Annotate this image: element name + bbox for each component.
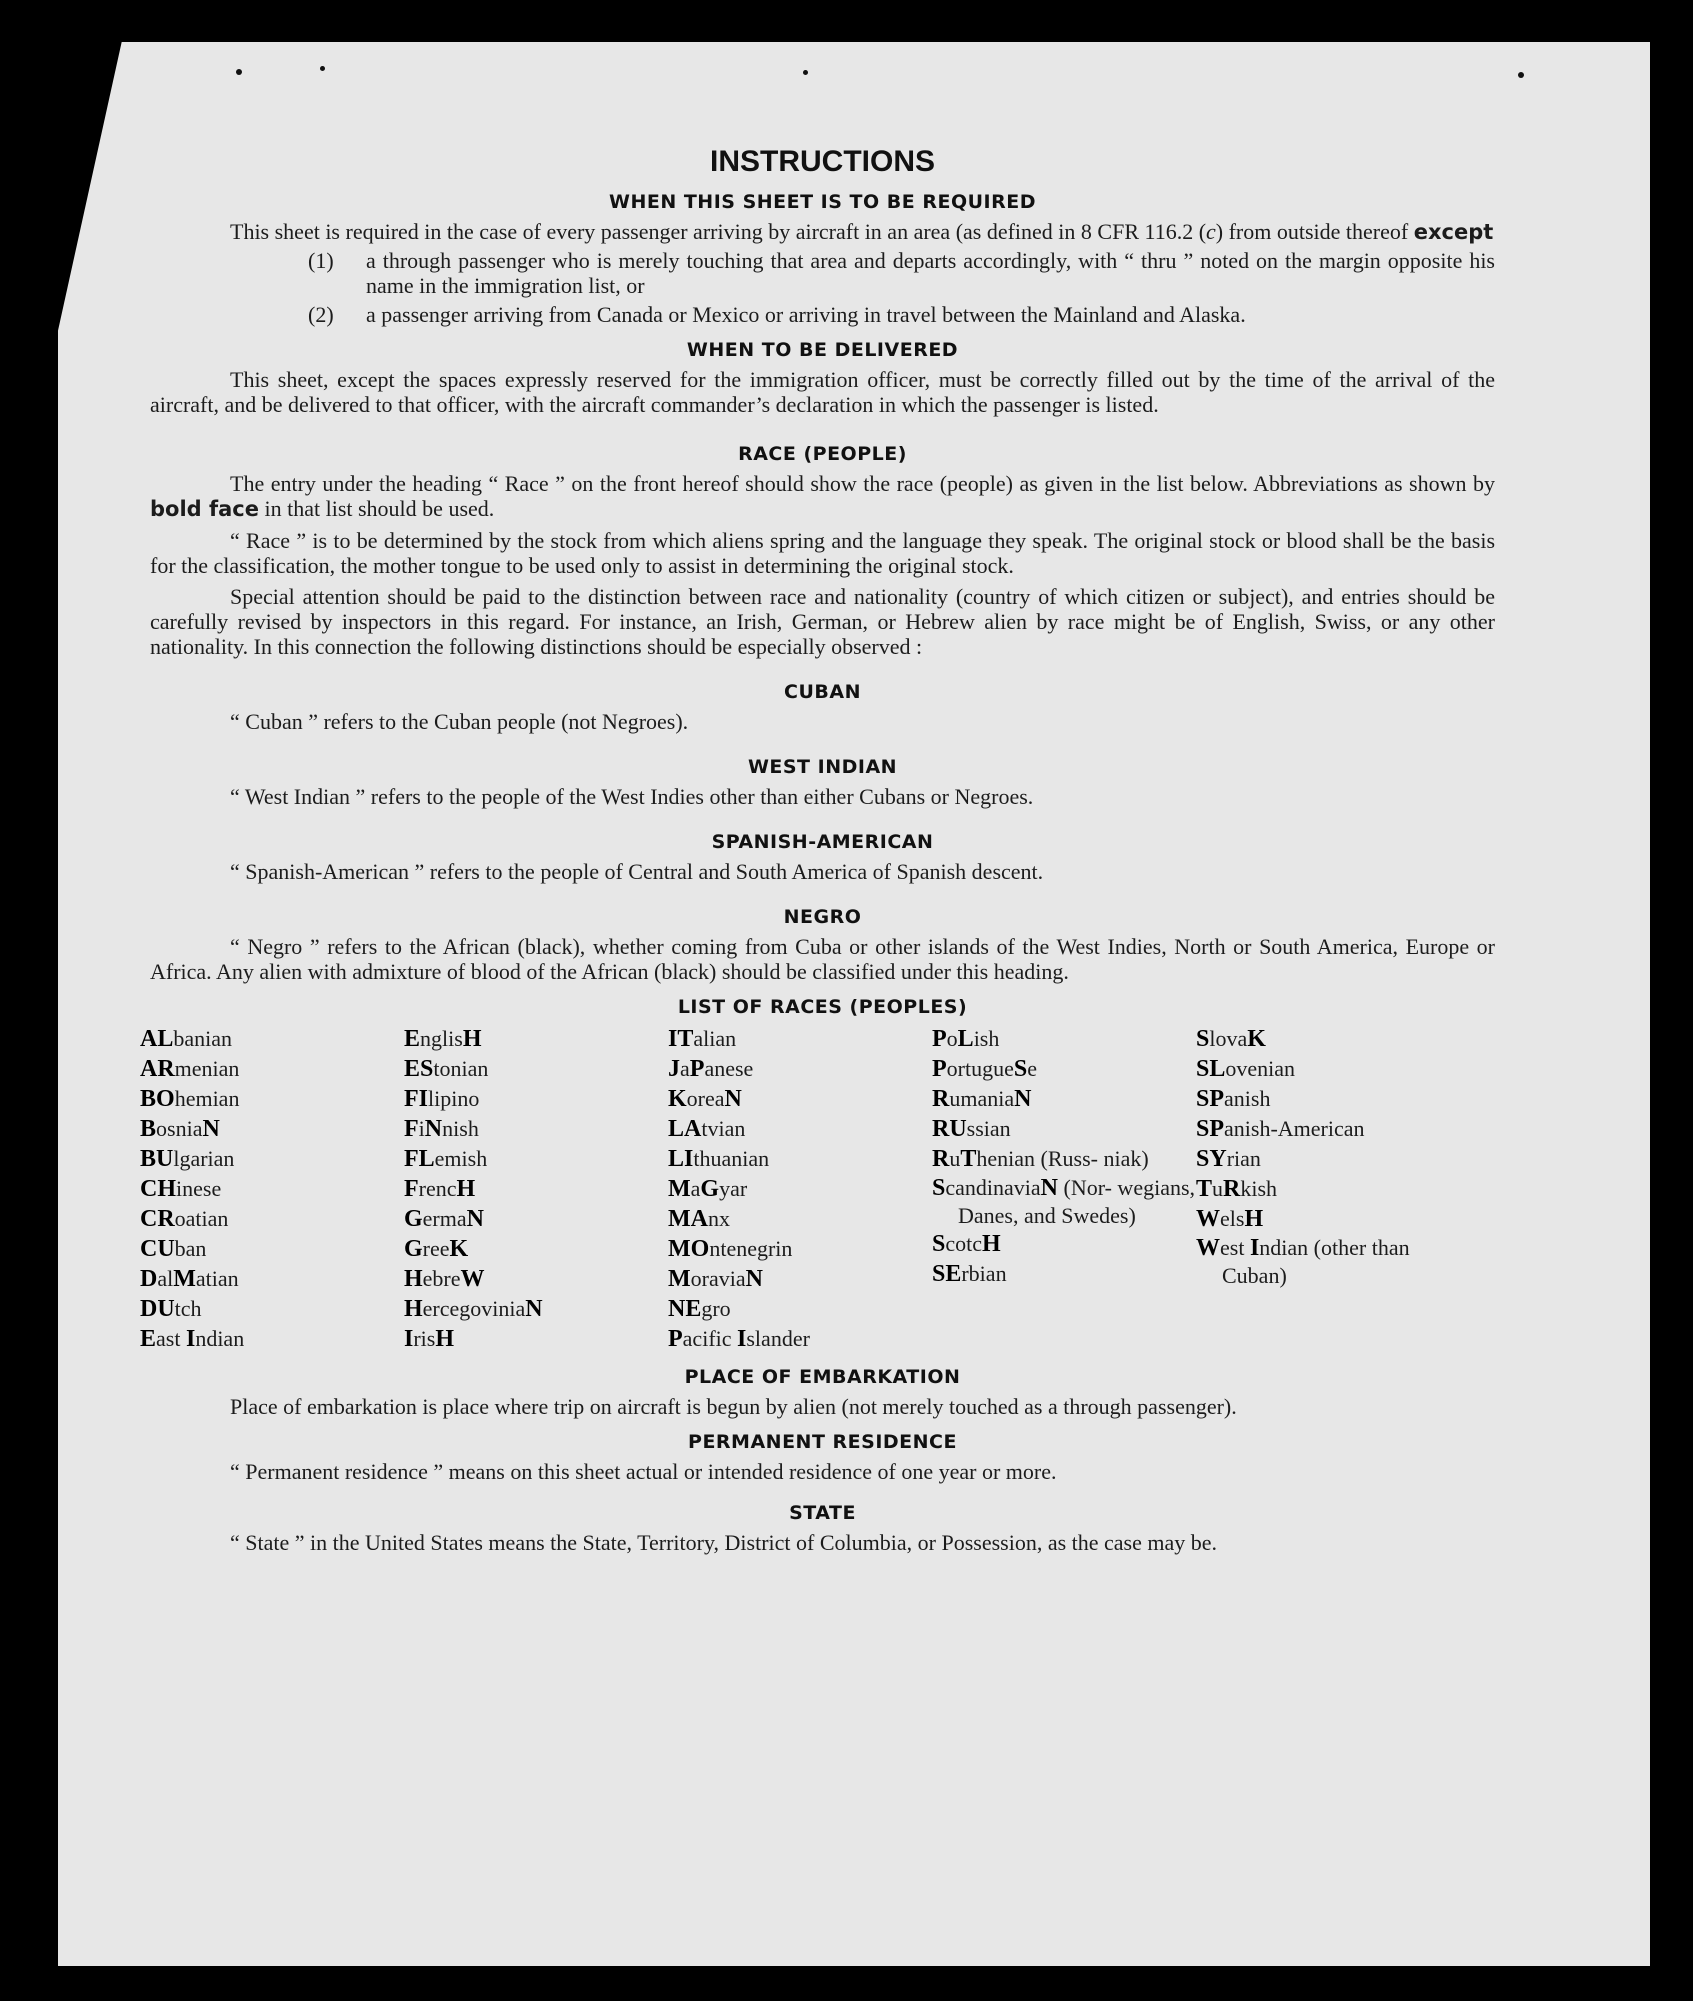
section-heading-race: RACE (PEOPLE)	[738, 443, 907, 465]
west-indian-paragraph: “ West Indian ” refers to the people of the West Indies other than either Cubans or Negroes.	[230, 784, 1034, 809]
race-entry: FrencH	[404, 1176, 476, 1202]
race-entry: ALbanian	[140, 1026, 232, 1052]
exception-item: (2) a passenger arriving from Canada or Mexico or arriving in travel between the Mainland and Alaska.	[308, 302, 1246, 327]
race-entry: MoraviaN	[668, 1266, 763, 1292]
section-heading-races-list: LIST OF RACES (PEOPLES)	[677, 996, 968, 1018]
section-heading-cuban: CUBAN	[784, 681, 861, 703]
races-column	[404, 1024, 668, 1354]
section-heading-west-indian: WEST INDIAN	[747, 756, 898, 778]
page-title: INSTRUCTIONS	[710, 145, 935, 178]
race-entry: SErbian	[932, 1261, 1007, 1287]
cuban-paragraph: “ Cuban ” refers to the Cuban people (not Negroes).	[230, 709, 689, 734]
race-entry: CRoatian	[140, 1206, 229, 1232]
race-paragraph-2: “ Race ” is to be determined by the stock from which aliens spring and the language they speak. The original stock or blood shall be the basis for the classification, the mother tongue to be used only to assist in determining the original stock.	[150, 528, 1495, 578]
negro-paragraph: “ Negro ” refers to the African (black), whether coming from Cuba or other islands of the West Indies, North or South America, Europe or Africa. Any alien with admixture of blood of the African (black) should be classified under this heading.	[150, 934, 1495, 984]
race-entry: DUtch	[140, 1296, 202, 1322]
races-column	[1196, 1024, 1460, 1354]
race-entry: EnglisH	[404, 1026, 482, 1052]
section-heading-required: WHEN THIS SHEET IS TO BE REQUIRED	[608, 191, 1036, 213]
race-entry: IrisH	[404, 1326, 455, 1352]
race-entry: DalMatian	[140, 1266, 239, 1292]
races-list	[140, 1024, 1495, 1354]
race-entry: CHinese	[140, 1176, 222, 1202]
race-entry: ScandinaviaN (Nor- wegians, Danes, and Swedes)	[932, 1175, 1196, 1228]
race-entry: SPanish	[1196, 1086, 1271, 1112]
instructions-body	[140, 145, 1495, 1555]
embarkation-paragraph: Place of embarkation is place where trip on aircraft is begun by alien (not merely touched as a through passenger).	[230, 1394, 1237, 1419]
residence-paragraph: “ Permanent residence ” means on this sheet actual or intended residence of one year or more.	[230, 1459, 1057, 1484]
race-entry: GreeK	[404, 1236, 469, 1262]
race-entry: PoLish	[932, 1026, 1000, 1052]
races-column	[668, 1024, 932, 1354]
races-column	[932, 1024, 1196, 1354]
race-entry: RUssian	[932, 1116, 1011, 1142]
race-entry: Pacific Islander	[668, 1326, 810, 1352]
race-entry: MOntenegrin	[668, 1236, 793, 1262]
race-entry: West Indian (other than Cuban)	[1196, 1235, 1410, 1288]
punch-mark	[320, 66, 325, 71]
section-heading-spanish-american: SPANISH-AMERICAN	[711, 831, 934, 853]
section-heading-delivered: WHEN TO BE DELIVERED	[686, 339, 959, 361]
race-entry: KoreaN	[668, 1086, 742, 1112]
section-heading-state: STATE	[789, 1502, 856, 1524]
race-entry: WelsH	[1196, 1206, 1264, 1232]
section-heading-residence: PERMANENT RESIDENCE	[688, 1431, 957, 1453]
race-entry: RumaniaN	[932, 1086, 1032, 1112]
race-entry: ITalian	[668, 1026, 737, 1052]
race-entry: SYrian	[1196, 1146, 1261, 1172]
race-entry: LAtvian	[668, 1116, 746, 1142]
race-entry: HebreW	[404, 1266, 485, 1292]
exception-item: (1) a through passenger who is merely touching that area and departs accordingly, with “ thru ” noted on the margin opposite his name in the immigration list, or	[308, 248, 1495, 298]
race-entry: NEgro	[668, 1296, 731, 1322]
race-entry: JaPanese	[668, 1056, 754, 1082]
section-heading-embarkation: PLACE OF EMBARKATION	[684, 1366, 961, 1388]
race-entry: ScotcH	[932, 1231, 1001, 1257]
race-entry: EStonian	[404, 1056, 489, 1082]
race-entry: SLovenian	[1196, 1056, 1296, 1082]
race-entry: PortugueSe	[932, 1056, 1037, 1082]
race-entry: ARmenian	[140, 1056, 240, 1082]
race-entry: SlovaK	[1196, 1026, 1266, 1052]
race-paragraph-3: Special attention should be paid to the distinction between race and nationality (country of which citizen or subject), and entries should be carefully revised by inspectors in this regard. For instance, an Irish, German, or Hebrew alien by race might be of English, Swiss, or any other nationality. In this connection the following distinctions should be especially observed :	[150, 584, 1495, 659]
race-entry: BUlgarian	[140, 1146, 235, 1172]
race-entry: BosniaN	[140, 1116, 220, 1142]
race-entry: FLemish	[404, 1146, 488, 1172]
races-column	[140, 1024, 404, 1354]
race-entry: FiNnish	[404, 1116, 479, 1142]
race-entry: CUban	[140, 1236, 207, 1262]
race-entry: HercegoviniaN	[404, 1296, 543, 1322]
race-entry: East Indian	[140, 1326, 245, 1352]
required-paragraph: This sheet is required in the case of every passenger arriving by aircraft in an area (as defined in 8 CFR 116.2 (c) from outside thereof except	[230, 219, 1494, 244]
punch-mark	[803, 70, 808, 75]
race-entry: LIthuanian	[668, 1146, 770, 1172]
race-entry: SPanish-American	[1196, 1116, 1365, 1142]
race-entry: GermaN	[404, 1206, 484, 1232]
race-entry: RuThenian (Russ- niak)	[932, 1146, 1149, 1172]
race-paragraph-1: The entry under the heading “ Race ” on the front hereof should show the race (people) as given in the list below. Abbreviations as shown by bold face in that list should be used.	[150, 471, 1495, 521]
race-entry: MaGyar	[668, 1176, 748, 1202]
delivered-paragraph: This sheet, except the spaces expressly reserved for the immigration officer, must be correctly filled out by the time of the arrival of the aircraft, and be delivered to that officer, with the aircraft commander’s declaration in which the passenger is listed.	[150, 367, 1495, 417]
race-entry: TuRkish	[1196, 1176, 1278, 1202]
punch-mark	[236, 69, 242, 75]
spanish-american-paragraph: “ Spanish-American ” refers to the people of Central and South America of Spanish descent.	[230, 859, 1044, 884]
state-paragraph: “ State ” in the United States means the State, Territory, District of Columbia, or Possession, as the case may be.	[230, 1530, 1218, 1555]
section-heading-negro: NEGRO	[783, 906, 862, 928]
race-entry: BOhemian	[140, 1086, 240, 1112]
race-entry: FIlipino	[404, 1086, 480, 1112]
exception-list	[150, 248, 1495, 327]
punch-mark	[1518, 72, 1524, 78]
race-entry: MAnx	[668, 1206, 730, 1232]
